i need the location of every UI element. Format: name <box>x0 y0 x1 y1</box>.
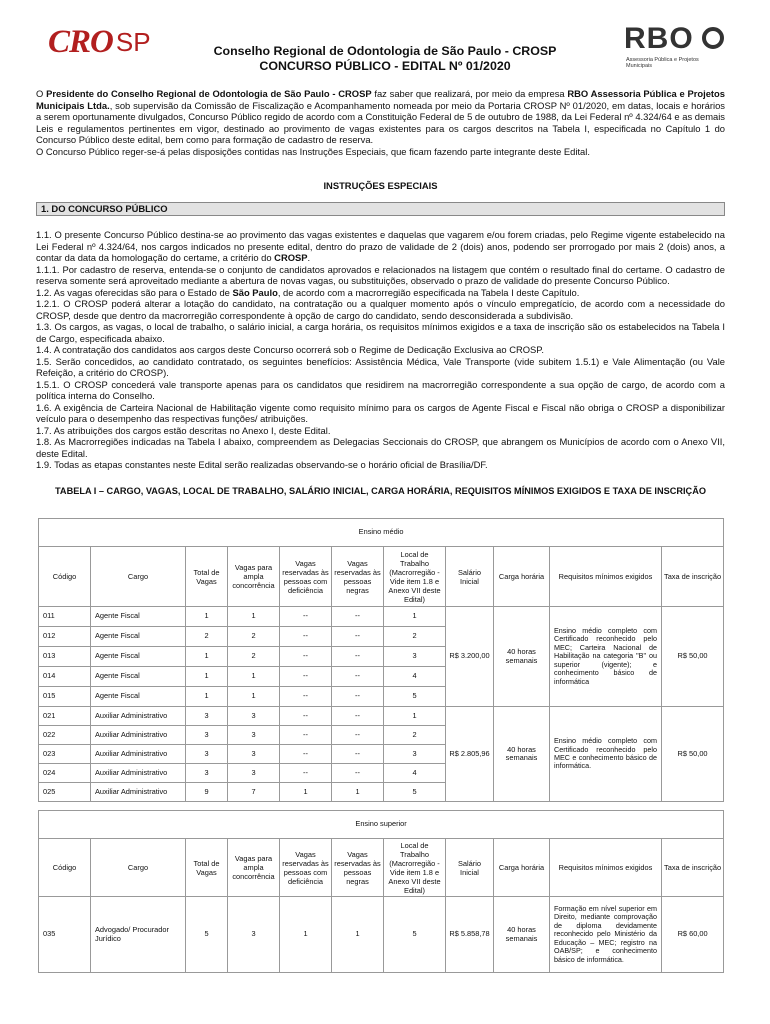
cell-local: 3 <box>384 647 446 667</box>
cell-total: 1 <box>186 607 228 627</box>
cell-local: 1 <box>384 707 446 726</box>
col-requisitos: Requisitos mínimos exigidos <box>550 839 662 897</box>
cell-cargo: Advogado/ Procurador Jurídico <box>91 897 186 973</box>
item-1-1 <box>36 229 725 264</box>
col-taxa: Taxa de inscrição <box>662 547 724 607</box>
item-1-7: 1.7. As atribuições dos cargos estão descritas no Anexo I, deste Edital. <box>36 424 331 436</box>
col-negras: Vagas reservadas às pessoas negras <box>332 839 384 897</box>
item-1-4: 1.4. A contratação dos candidatos aos cargos deste Concurso ocorrerá sob o Regime de Dedicação Exclusiva ao CROSP. <box>36 344 544 355</box>
cell-local: 5 <box>384 687 446 707</box>
cell-ampla: 3 <box>228 726 280 745</box>
table-ensino-medio <box>38 518 724 802</box>
cell-ampla: 2 <box>228 647 280 667</box>
intro-rest: , sob supervisão da Comissão de Fiscalização e Acompanhamento nomeada por meio da Portaria CROSP Nº 01/2020, em datas, locais e horários a serem oportunamente divulgados, Concurso Público regido de acordo com a Constituição Federal de 5 de outubro de 1988, da Lei Federal nº 4.324/64 e as demais Leis e regulamentos pertinentes em vigor, destinado ao provimento de vagas existentes para os cargos descritos na Tabela I, especificada no Capítulo 1 do Concurso Público deste edital, bem como para formação de cadastro de reserva. <box>36 99 725 145</box>
cell-pcd: -- <box>280 647 332 667</box>
cell-negras: 1 <box>332 783 384 802</box>
cell-negras: -- <box>332 726 384 745</box>
cell-codigo: 015 <box>39 687 91 707</box>
item-1-8: 1.8. As Macrorregiões indicadas na Tabela I abaixo, compreendem as Delegacias Seccionais do CROSP, que abrangem os Municípios de acordo com o Anexo VII, deste Edital. <box>36 436 725 459</box>
cell-negras: -- <box>332 707 384 726</box>
gear-icon <box>702 27 724 49</box>
sp-logo-text: SP <box>115 26 151 57</box>
cell-ampla: 3 <box>228 764 280 783</box>
item-1-1-1: 1.1.1. Por cadastro de reserva, entenda-se o conjunto de candidatos aprovados e relacionados na listagem que contém o resultado final do certame. O cadastro de reserva somente será aproveitado mediante a abertura de novas vagas, ou substituições, observado o prazo de validade do presente Concurso Público. <box>36 263 725 286</box>
cell-pcd: -- <box>280 667 332 687</box>
table-header-row <box>39 547 724 607</box>
cell-total: 3 <box>186 707 228 726</box>
rbo-logo-subtitle: Assessoria Pública e Projetos Municipais <box>626 57 699 69</box>
col-taxa: Taxa de inscrição <box>662 839 724 897</box>
cell-cargo: Agente Fiscal <box>91 667 186 687</box>
cell-codigo: 011 <box>39 607 91 627</box>
cell-negras: -- <box>332 627 384 647</box>
cell-carga: 40 horas semanais <box>494 897 550 973</box>
cell-negras: -- <box>332 687 384 707</box>
cell-cargo: Agente Fiscal <box>91 607 186 627</box>
item-1-2-bold: São Paulo <box>232 286 278 298</box>
cell-local: 3 <box>384 745 446 764</box>
col-total: Total de Vagas <box>186 839 228 897</box>
cell-codigo: 022 <box>39 726 91 745</box>
cell-negras: -- <box>332 745 384 764</box>
cro-logo-text: CRO <box>48 23 113 60</box>
cell-local: 5 <box>384 783 446 802</box>
rbo-logo-text: RBO <box>624 22 694 55</box>
cell-ampla: 3 <box>228 707 280 726</box>
cell-pcd: -- <box>280 607 332 627</box>
cell-pcd: -- <box>280 687 332 707</box>
col-salario: Salário Inicial <box>446 839 494 897</box>
cell-taxa: R$ 50,00 <box>662 707 724 802</box>
table-header-row <box>39 839 724 897</box>
cell-cargo: Agente Fiscal <box>91 647 186 667</box>
cell-cargo: Auxiliar Administrativo <box>91 783 186 802</box>
cell-ampla: 1 <box>228 607 280 627</box>
cell-local: 4 <box>384 667 446 687</box>
item-1-2-1: 1.2.1. O CROSP poderá alterar a lotação do candidato, na contratação ou a qualquer momento após o vínculo empregatício, de acordo com a necessidade do CROSP, desde que dentro da macrorregião correspondente à opção de cargo do candidato, sendo desconsiderada a subdivisão. <box>36 298 725 321</box>
intro-paragraph-1 <box>36 88 725 146</box>
cell-total: 9 <box>186 783 228 802</box>
cell-codigo: 023 <box>39 745 91 764</box>
item-1-2-text: 1.2. As vagas oferecidas são para o Estado de <box>36 286 233 298</box>
cell-total: 1 <box>186 667 228 687</box>
cell-negras: 1 <box>332 897 384 973</box>
cell-ampla: 1 <box>228 687 280 707</box>
col-ampla: Vagas para ampla concorrência <box>228 839 280 897</box>
cell-negras: -- <box>332 764 384 783</box>
table-ensino-superior <box>38 810 724 973</box>
cell-ampla: 3 <box>228 897 280 973</box>
cell-codigo: 014 <box>39 667 91 687</box>
cell-total: 2 <box>186 627 228 647</box>
cell-local: 4 <box>384 764 446 783</box>
rbo-logo <box>624 22 724 69</box>
cell-cargo: Agente Fiscal <box>91 627 186 647</box>
cell-requisitos: Ensino médio completo com Certificado reconhecido pelo MEC e conhecimento básico de informática. <box>550 707 662 802</box>
cell-ampla: 3 <box>228 745 280 764</box>
cell-ampla: 1 <box>228 667 280 687</box>
cell-pcd: -- <box>280 764 332 783</box>
cell-pcd: -- <box>280 745 332 764</box>
cell-total: 3 <box>186 745 228 764</box>
cro-sp-logo <box>48 22 151 62</box>
item-1-3: 1.3. Os cargos, as vagas, o local de trabalho, o salário inicial, a carga horária, os requisitos mínimos exigidos e a taxa de inscrição são os estabelecidos na Tabela I de Cargo, especificada abaixo. <box>36 321 725 344</box>
cell-total: 5 <box>186 897 228 973</box>
col-total: Total de Vagas <box>186 547 228 607</box>
col-local: Local de Trabalho (Macrorregião - Vide item 1.8 e Anexo VII deste Edital) <box>384 547 446 607</box>
item-1-1-bold: CROSP <box>274 252 308 263</box>
item-1-5-1: 1.5.1. O CROSP concederá vale transporte apenas para os candidatos que residirem na macrorregião correspondente a sua opção de cargo, de acordo com a política interna do Conselho. <box>36 378 725 401</box>
cell-negras: -- <box>332 607 384 627</box>
cell-taxa: R$ 50,00 <box>662 607 724 707</box>
col-cargo: Cargo <box>91 547 186 607</box>
cell-codigo: 024 <box>39 764 91 783</box>
cell-codigo: 012 <box>39 627 91 647</box>
cell-codigo: 021 <box>39 707 91 726</box>
col-requisitos: Requisitos mínimos exigidos <box>550 547 662 607</box>
cell-total: 3 <box>186 764 228 783</box>
col-codigo: Código <box>39 547 91 607</box>
cell-ampla: 2 <box>228 627 280 647</box>
intro-bold-1: Presidente do Conselho Regional de Odontologia de São Paulo - CROSP <box>46 88 372 99</box>
section-1-heading: 1. DO CONCURSO PÚBLICO <box>36 202 725 216</box>
cell-salario: R$ 3.200,00 <box>446 607 494 707</box>
section-1-text <box>36 229 725 471</box>
instructions-heading: INSTRUÇÕES ESPECIAIS <box>323 180 438 191</box>
intro-text <box>36 88 725 157</box>
cell-local: 1 <box>384 607 446 627</box>
table-row <box>39 897 724 973</box>
band-ensino-medio: Ensino médio <box>39 519 724 547</box>
intro-prefix: O <box>36 88 47 99</box>
cell-total: 3 <box>186 726 228 745</box>
item-1-6: 1.6. A exigência de Carteira Nacional de Habilitação vigente como requisito mínimo para os cargos de Agente Fiscal e Fiscal não obriga o CROSP a disponibilizar veículo para o desempenho das respectivas funções/ atribuições. <box>36 401 725 424</box>
cell-ampla: 7 <box>228 783 280 802</box>
cell-taxa: R$ 60,00 <box>662 897 724 973</box>
cell-total: 1 <box>186 687 228 707</box>
cell-carga: 40 horas semanais <box>494 707 550 802</box>
title-line-2: CONCURSO PÚBLICO - EDITAL Nº 01/2020 <box>259 59 511 73</box>
cell-carga: 40 horas semanais <box>494 607 550 707</box>
item-1-9: 1.9. Todas as etapas constantes neste Edital serão realizadas observando-se o horário oficial de Brasília/DF. <box>36 459 488 470</box>
intro-paragraph-2: O Concurso Público reger-se-á pelas disposições contidas nas Instruções Especiais, que ficam fazendo parte integrante deste Edital. <box>36 145 590 157</box>
col-pcd: Vagas reservadas às pessoas com deficiência <box>280 839 332 897</box>
item-1-2 <box>36 287 725 299</box>
item-1-2-end: , de acordo com a macrorregião especificada na Tabela I deste Capítulo. <box>277 286 580 298</box>
cell-local: 5 <box>384 897 446 973</box>
cell-salario: R$ 2.805,96 <box>446 707 494 802</box>
col-carga: Carga horária <box>494 839 550 897</box>
cell-local: 2 <box>384 627 446 647</box>
cell-total: 1 <box>186 647 228 667</box>
cell-cargo: Auxiliar Administrativo <box>91 707 186 726</box>
cell-pcd: -- <box>280 627 332 647</box>
cell-requisitos: Formação em nível superior em Direito, mediante comprovação de diploma devidamente reconhecido pelo Ministério da Educação – MEC; registro na OAB/SP; e conhecimento básico de informática. <box>550 897 662 973</box>
item-1-1-end: . <box>307 252 311 263</box>
page-title <box>150 44 620 74</box>
col-pcd: Vagas reservadas às pessoas com deficiência <box>280 547 332 607</box>
cell-negras: -- <box>332 667 384 687</box>
item-1-1-text: 1.1. O presente Concurso Público destina-se ao provimento das vagas existentes e daquelas que vagarem e/ou forem criadas, pelo Regime vigente estabelecido na Lei Federal nº 4.324/64, nos cargos indicados no presente edital, dentro do prazo de validade de 2 (dois) anos, podendo ser prorrogado por mais 2 (dois) anos, a contar da data da homologação do certame, a critério do <box>36 229 725 263</box>
cell-salario: R$ 5.858,78 <box>446 897 494 973</box>
cell-cargo: Agente Fiscal <box>91 687 186 707</box>
cell-codigo: 013 <box>39 647 91 667</box>
cell-requisitos: Ensino médio completo com Certificado reconhecido pelo MEC; Carteira Nacional de Habilitação na categoria "B" ou superior (vigente); e conhecimento básico de informática <box>550 607 662 707</box>
title-line-1: Conselho Regional de Odontologia de São Paulo - CROSP <box>213 44 557 58</box>
col-codigo: Código <box>39 839 91 897</box>
cell-codigo: 025 <box>39 783 91 802</box>
cell-cargo: Auxiliar Administrativo <box>91 745 186 764</box>
table-title: TABELA I – CARGO, VAGAS, LOCAL DE TRABALHO, SALÁRIO INICIAL, CARGA HORÁRIA, REQUISITOS MÍNIMOS EXIGIDOS E TAXA DE INSCRIÇÃO <box>55 486 706 496</box>
col-salario: Salário Inicial <box>446 547 494 607</box>
cell-pcd: 1 <box>280 897 332 973</box>
col-local: Local de Trabalho (Macrorregião - Vide item 1.8 e Anexo VII deste Edital) <box>384 839 446 897</box>
band-ensino-superior: Ensino superior <box>39 811 724 839</box>
table-row <box>39 707 724 726</box>
cell-cargo: Auxiliar Administrativo <box>91 764 186 783</box>
col-carga: Carga horária <box>494 547 550 607</box>
intro-bold-2: RBO Assessoria Pública e Projetos Municipais Ltda. <box>36 88 725 111</box>
cell-pcd: -- <box>280 707 332 726</box>
item-1-5: 1.5. Serão concedidos, ao candidato contratado, os seguintes benefícios: Assistência Médica, Vale Transporte (vide subitem 1.5.1) e Vale Alimentação (ou Vale Refeição, a critério do CROSP). <box>36 355 725 378</box>
col-negras: Vagas reservadas às pessoas negras <box>332 547 384 607</box>
intro-mid: faz saber que realizará, por meio da empresa <box>371 88 568 99</box>
col-ampla: Vagas para ampla concorrência <box>228 547 280 607</box>
cell-pcd: -- <box>280 726 332 745</box>
cell-pcd: 1 <box>280 783 332 802</box>
col-cargo: Cargo <box>91 839 186 897</box>
cell-codigo: 035 <box>39 897 91 973</box>
cell-local: 2 <box>384 726 446 745</box>
table-row <box>39 607 724 627</box>
cell-cargo: Auxiliar Administrativo <box>91 726 186 745</box>
cell-negras: -- <box>332 647 384 667</box>
